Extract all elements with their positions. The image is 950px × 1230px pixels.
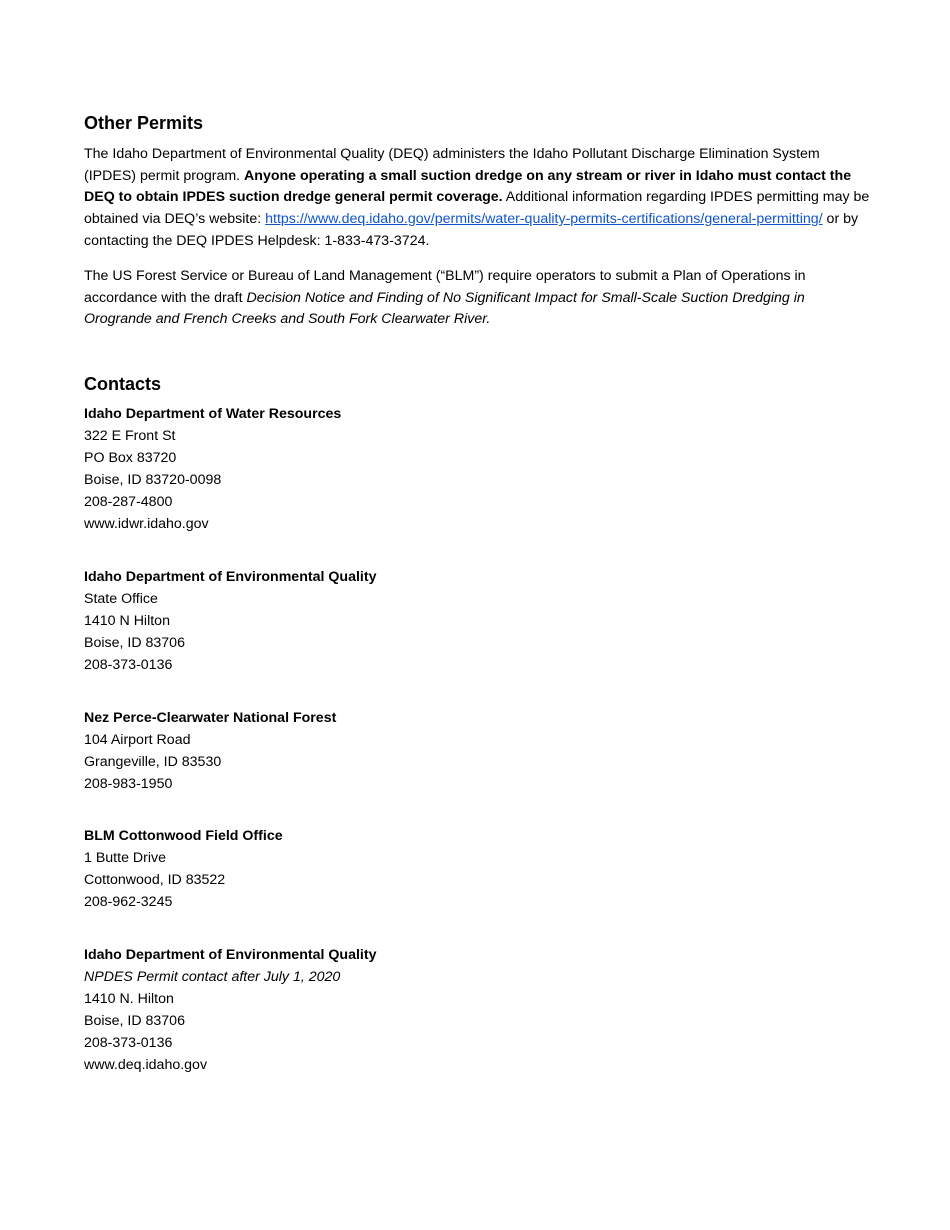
contact-line: 322 E Front St (84, 427, 176, 444)
ipdes-text-intro: The Idaho Department of Environmental Quality (DEQ) administers the Idaho Pollutant Discharge Elimination System (IPDES) permit program. (84, 146, 820, 184)
contact-line: Cottonwood, ID 83522 (84, 871, 226, 888)
contact-line: www.deq.idaho.gov (84, 1056, 208, 1073)
contact-name: BLM Cottonwood Field Office (84, 828, 283, 844)
contact-line: Grangeville, ID 83530 (84, 753, 222, 770)
section-heading-other-permits: Other Permits (84, 113, 204, 133)
contact-name: Idaho Department of Environmental Quality (84, 569, 377, 585)
deq-permitting-link[interactable]: https://www.deq.idaho.gov/permits/water-quality-permits-certifications/general-permitting/ (265, 211, 823, 228)
paragraph-ipdes (84, 144, 874, 253)
contact-name: Nez Perce-Clearwater National Forest (84, 710, 337, 726)
contact-deq-state-office (84, 567, 584, 677)
contact-line: Boise, ID 83706 (84, 634, 185, 651)
ipdes-text-bold: Anyone operating a small suction dredge on any stream or river in Idaho must contact the DEQ to obtain IPDES suction dredge general permit coverage. (84, 167, 852, 206)
contact-subtitle: NPDES Permit contact after July 1, 2020 (84, 968, 341, 985)
ipdes-text-helpdesk: or by contacting the DEQ IPDES Helpdesk: 1-833-473-3724. (84, 211, 859, 249)
contact-line: 208-962-3245 (84, 893, 173, 910)
contact-line: PO Box 83720 (84, 449, 177, 466)
contact-idwr (84, 404, 584, 535)
contact-line: Boise, ID 83706 (84, 1012, 185, 1029)
contact-line: 1410 N. Hilton (84, 990, 174, 1007)
plan-text-italic: Decision Notice and Finding of No Significant Impact for Small-Scale Suction Dredging in Orogrande and French Creeks and South Fork Clearwater River. (84, 289, 805, 328)
contact-line: 1 Butte Drive (84, 849, 167, 866)
contact-name: Idaho Department of Environmental Quality (84, 947, 377, 963)
contact-line: Boise, ID 83720-0098 (84, 471, 222, 488)
paragraph-plan-of-operations (84, 266, 874, 331)
contact-name: Idaho Department of Water Resources (84, 406, 342, 422)
contact-line: www.idwr.idaho.gov (84, 515, 209, 532)
contact-deq-npdes (84, 945, 584, 1076)
contact-line: 208-287-4800 (84, 493, 173, 510)
contact-line: 208-373-0136 (84, 656, 173, 673)
plan-text: The US Forest Service or Bureau of Land Management (“BLM”) require operators to submit a Plan of Operations in accordance with the draft (84, 268, 806, 306)
section-heading-contacts: Contacts (84, 374, 162, 394)
contact-line: 208-373-0136 (84, 1034, 173, 1051)
contact-line: 104 Airport Road (84, 731, 191, 748)
contact-nez-perce-clearwater (84, 708, 584, 796)
contact-line: 1410 N Hilton (84, 612, 170, 629)
contact-blm-cottonwood (84, 826, 584, 914)
ipdes-text-more: Additional information regarding IPDES permitting may be obtained via DEQ’s website: (84, 189, 870, 228)
contact-line: 208-983-1950 (84, 775, 173, 792)
contact-line: State Office (84, 590, 158, 607)
